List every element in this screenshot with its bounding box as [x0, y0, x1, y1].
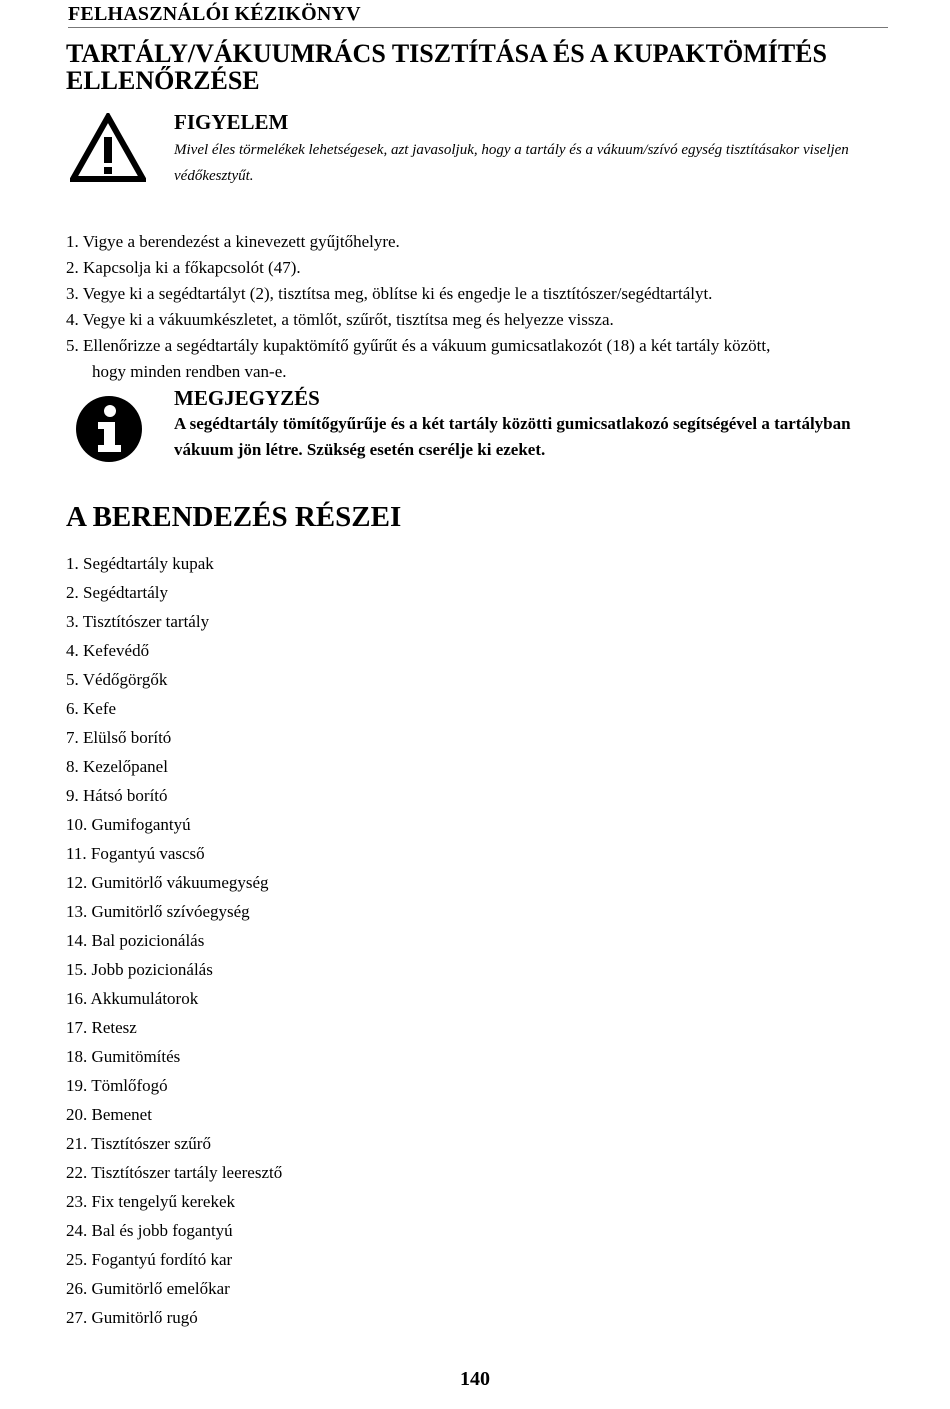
- list-item: 4. Vegye ki a vákuumkészletet, a tömlőt, szűrőt, tisztítsa meg és helyezze vissza.: [66, 310, 614, 329]
- list-item-continuation: hogy minden rendben van-e.: [92, 362, 287, 381]
- running-header: FELHASZNÁLÓI KÉZIKÖNYV: [68, 3, 888, 28]
- list-item: 21. Tisztítószer szűrő: [66, 1134, 211, 1153]
- list-item: 6. Kefe: [66, 699, 117, 718]
- list-item: 19. Tömlőfogó: [66, 1076, 168, 1095]
- list-item: 4. Kefevédő: [66, 641, 150, 660]
- cleaning-steps-list: [66, 229, 888, 385]
- list-item: 8. Kezelőpanel: [66, 757, 168, 776]
- list-item: 11. Fogantyú vascső: [66, 844, 205, 863]
- list-item: 5. Védőgörgők: [66, 670, 168, 689]
- list-item: 1. Vigye a berendezést a kinevezett gyűjtőhelyre.: [66, 232, 400, 251]
- list-item: 12. Gumitörlő vákuumegység: [66, 873, 269, 892]
- info-icon: [74, 394, 144, 464]
- list-item: 10. Gumifogantyú: [66, 815, 191, 834]
- list-item: 14. Bal pozicionálás: [66, 931, 205, 950]
- list-item: 25. Fogantyú fordító kar: [66, 1250, 233, 1269]
- note-label: MEGJEGYZÉS: [174, 386, 320, 410]
- warning-text: Mivel éles törmelékek lehetségesek, azt javasoljuk, hogy a tartály és a vákuum/szívó egység tisztításakor viseljen védőkesztyűt.: [174, 142, 849, 184]
- list-item: 1. Segédtartály kupak: [66, 554, 214, 573]
- list-item: 5. Ellenőrizze a segédtartály kupaktömítő gyűrűt és a vákuum gumicsatlakozót (18) a két tartály között,: [66, 336, 771, 355]
- parts-list: [66, 549, 282, 1332]
- note-text: A segédtartály tömítőgyűrűje és a két tartály közötti gumicsatlakozó segítségével a tartályban vákuum jön létre. Szükség esetén cserélje ki ezeket.: [174, 414, 851, 459]
- page-number: 140: [460, 1368, 490, 1390]
- section-title-line-1: TARTÁLY/VÁKUUMRÁCS TISZTÍTÁSA ÉS A KUPAKTÖMÍTÉS: [66, 39, 827, 68]
- list-item: 17. Retesz: [66, 1018, 137, 1037]
- list-item: 3. Vegye ki a segédtartályt (2), tisztítsa meg, öblítse ki és engedje le a tisztítószer/segédtartályt.: [66, 284, 713, 303]
- list-item: 13. Gumitörlő szívóegység: [66, 902, 250, 921]
- list-item: 20. Bemenet: [66, 1105, 152, 1124]
- list-item: 26. Gumitörlő emelőkar: [66, 1279, 230, 1298]
- list-item: 2. Segédtartály: [66, 583, 168, 602]
- list-item: 23. Fix tengelyű kerekek: [66, 1192, 236, 1211]
- parts-section-title: A BERENDEZÉS RÉSZEI: [66, 501, 402, 533]
- warning-label: FIGYELEM: [174, 110, 289, 134]
- list-item: 18. Gumitömítés: [66, 1047, 181, 1066]
- section-title-line-2: ELLENŐRZÉSE: [66, 66, 260, 95]
- list-item: 22. Tisztítószer tartály leeresztő: [66, 1163, 283, 1182]
- list-item: 9. Hátsó borító: [66, 786, 168, 805]
- list-item: 2. Kapcsolja ki a főkapcsolót (47).: [66, 258, 301, 277]
- list-item: 7. Elülső borító: [66, 728, 172, 747]
- section-title: [66, 40, 886, 94]
- warning-triangle-icon: [70, 113, 146, 183]
- list-item: 27. Gumitörlő rugó: [66, 1308, 198, 1327]
- list-item: 24. Bal és jobb fogantyú: [66, 1221, 233, 1240]
- list-item: 15. Jobb pozicionálás: [66, 960, 213, 979]
- list-item: 3. Tisztítószer tartály: [66, 612, 210, 631]
- list-item: 16. Akkumulátorok: [66, 989, 199, 1008]
